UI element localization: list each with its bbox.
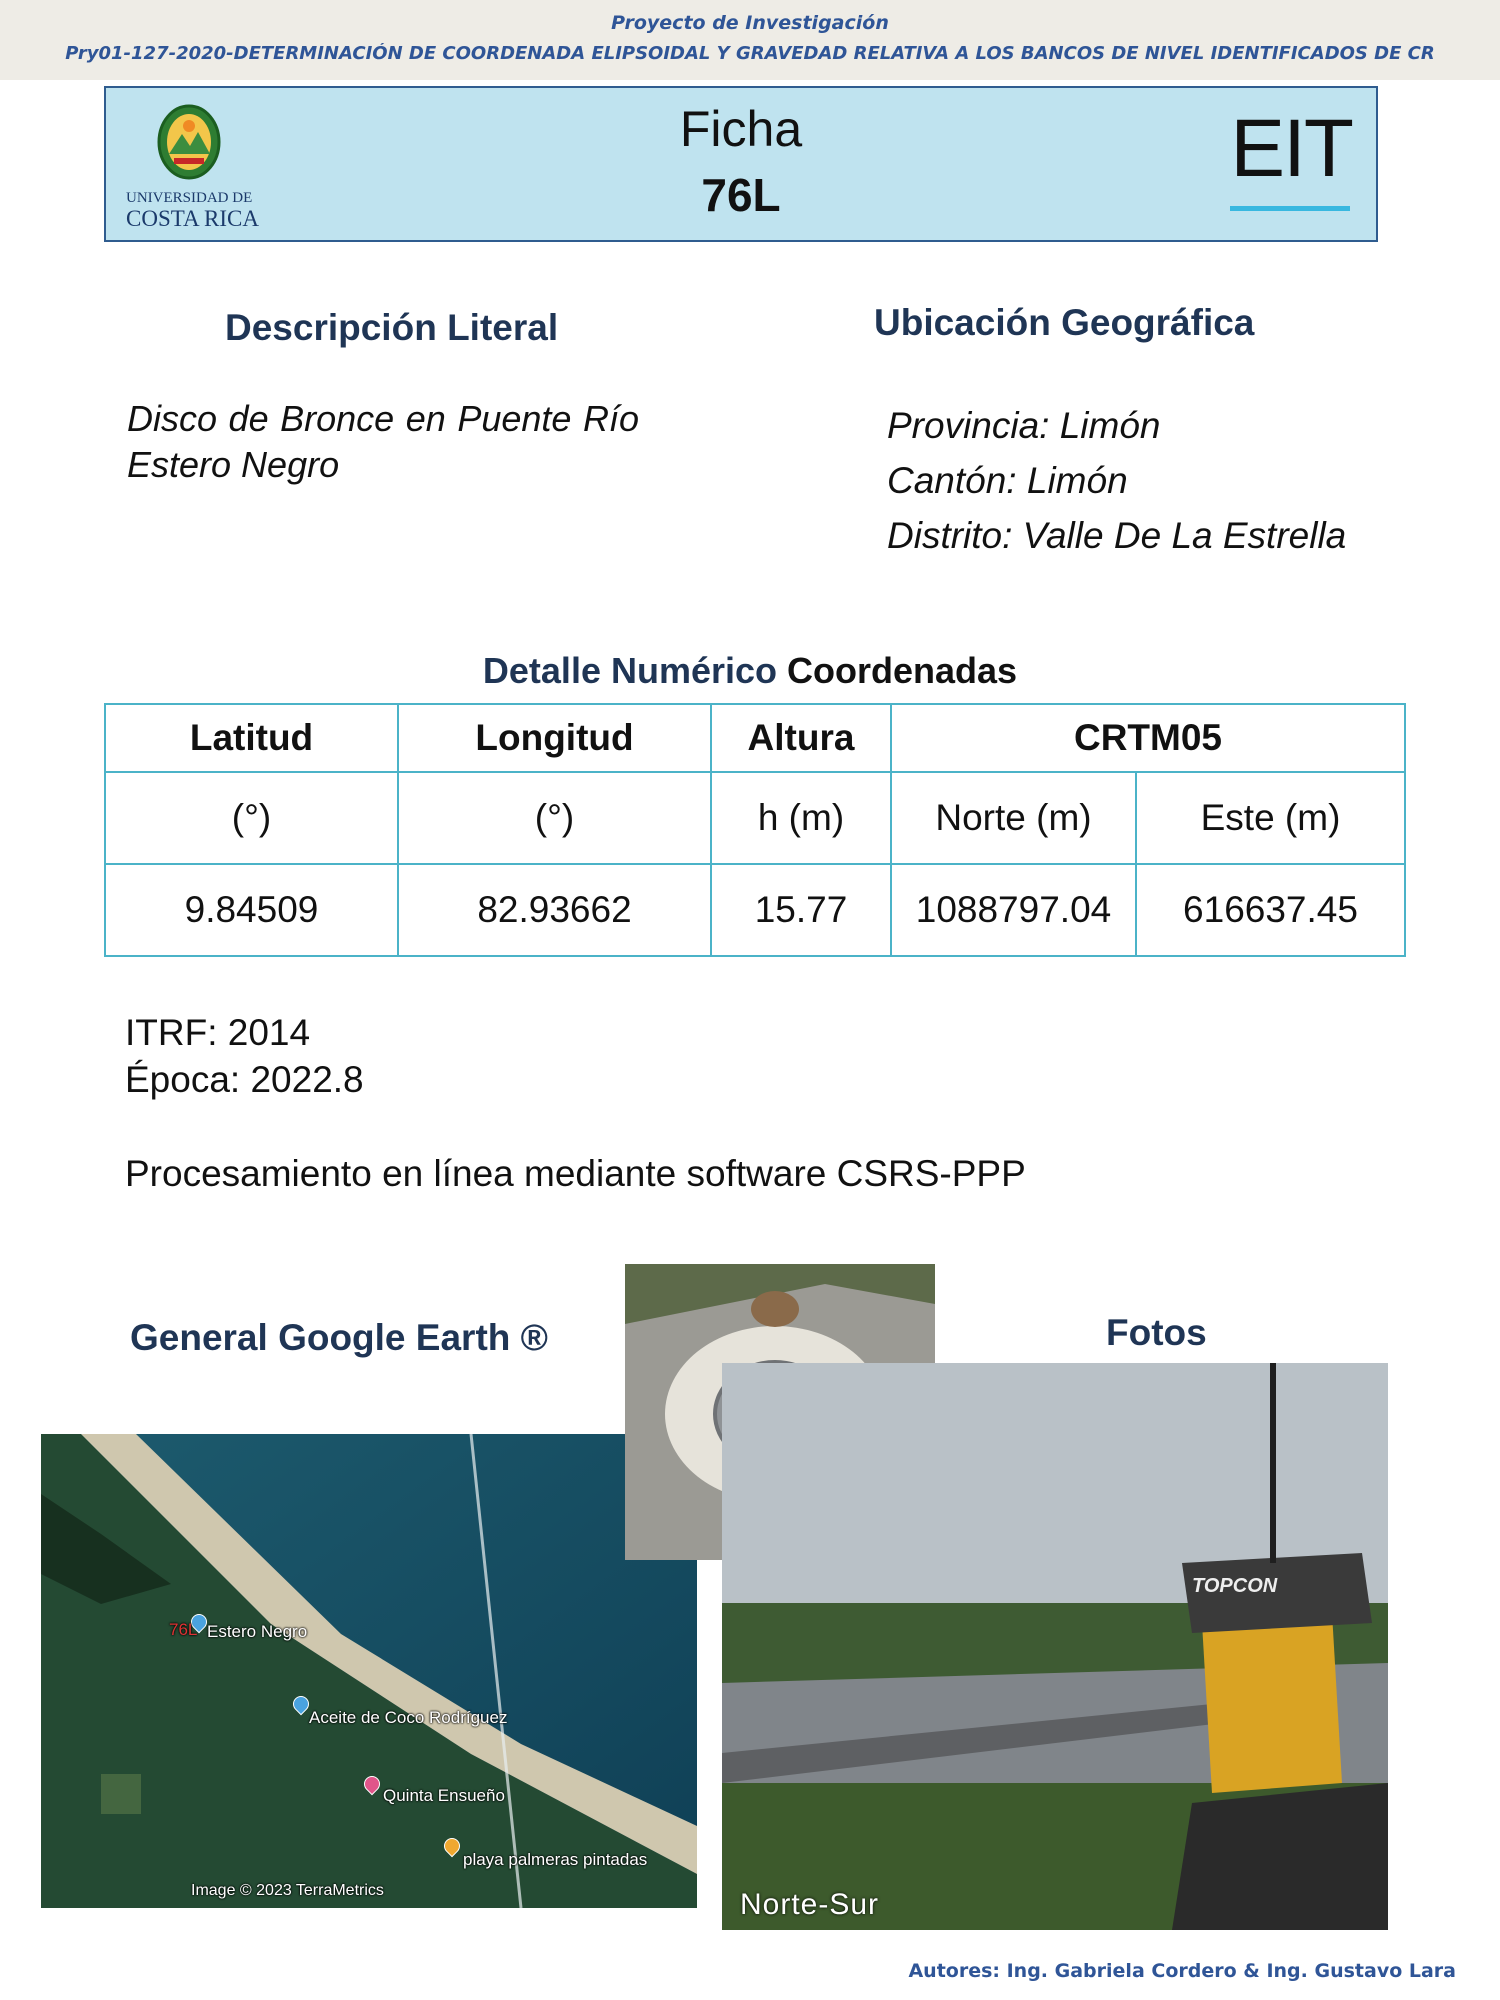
- ficha-number: 76L: [701, 169, 781, 221]
- geo-provincia: Provincia: Limón: [887, 405, 1161, 446]
- itrf-info: ITRF: 2014: [125, 1012, 311, 1053]
- description-text: Disco de Bronce en Puente Río Estero Negro: [127, 398, 639, 485]
- map-label-76l: 76L: [169, 1620, 198, 1639]
- geo-distrito: Distrito: Valle De La Estrella: [887, 515, 1347, 556]
- logo-text-line1: UNIVERSIDAD DE: [126, 190, 253, 206]
- header-crtm05: CRTM05: [891, 704, 1405, 772]
- map-credit: Image © 2023 TerraMetrics: [191, 1882, 384, 1899]
- processing-info: Procesamiento en línea mediante software CSRS-PPP: [125, 1153, 1026, 1194]
- project-banner: [0, 0, 1500, 80]
- header-altura: Altura: [711, 704, 891, 772]
- value-norte: 1088797.04: [891, 864, 1136, 956]
- map-label-estero: Estero Negro: [207, 1622, 308, 1641]
- unit-norte: Norte (m): [891, 772, 1136, 864]
- logo-text-line2: COSTA RICA: [126, 206, 259, 231]
- geo-canton: Cantón: Limón: [887, 460, 1128, 501]
- topcon-brand: TOPCON: [1192, 1575, 1278, 1597]
- table-values-row: [105, 864, 1405, 956]
- detail-title-part1: Detalle Numérico: [482, 650, 778, 691]
- project-title: Pry01-127-2020-DETERMINACIÓN DE COORDENADA ELIPSOIDAL Y GRAVEDAD RELATIVA A LOS BANCOS DE NIVEL IDENTIFICADOS DE CR: [65, 43, 1435, 64]
- geo-title: Ubicación Geográfica: [874, 302, 1255, 343]
- table-header-row: [105, 704, 1405, 772]
- unit-latitud: (°): [105, 772, 398, 864]
- fotos-title: Fotos: [1106, 1312, 1207, 1353]
- map-label-quinta: Quinta Ensueño: [383, 1786, 505, 1805]
- google-earth-title: General Google Earth ®: [130, 1317, 548, 1358]
- field-photo: [722, 1363, 1388, 1930]
- table-units-row: [105, 772, 1405, 864]
- unit-altura: h (m): [711, 772, 891, 864]
- photo-label: Norte-Sur: [740, 1888, 880, 1921]
- ficha-label: Ficha: [679, 101, 803, 157]
- value-este: 616637.45: [1136, 864, 1405, 956]
- value-latitud: 9.84509: [105, 864, 398, 956]
- map-label-playa: playa palmeras pintadas: [463, 1850, 648, 1869]
- project-label: Proyecto de Investigación: [611, 12, 889, 34]
- map-graphic: [41, 1434, 697, 1908]
- eit-underline: [1230, 206, 1350, 211]
- value-altura: 15.77: [711, 864, 891, 956]
- description-title: Descripción Literal: [225, 307, 559, 348]
- satellite-map-image: [41, 1434, 697, 1908]
- coordinates-table: [104, 703, 1406, 957]
- authors-footer: Autores: Ing. Gabriela Cordero & Ing. Gustavo Lara: [908, 1960, 1456, 1982]
- header-longitud: Longitud: [398, 704, 711, 772]
- detail-title: [0, 650, 1500, 692]
- unit-este: Este (m): [1136, 772, 1405, 864]
- eit-logo: EIT: [1230, 103, 1352, 194]
- map-label-aceite: Aceite de Coco Rodríguez: [309, 1708, 508, 1727]
- epoca-info: Época: 2022.8: [125, 1059, 364, 1100]
- field-graphic: [722, 1363, 1388, 1930]
- unit-longitud: (°): [398, 772, 711, 864]
- value-longitud: 82.93662: [398, 864, 711, 956]
- ficha-header: [104, 86, 1378, 242]
- detail-title-part2: Coordenadas: [787, 650, 1018, 691]
- header-latitud: Latitud: [105, 704, 398, 772]
